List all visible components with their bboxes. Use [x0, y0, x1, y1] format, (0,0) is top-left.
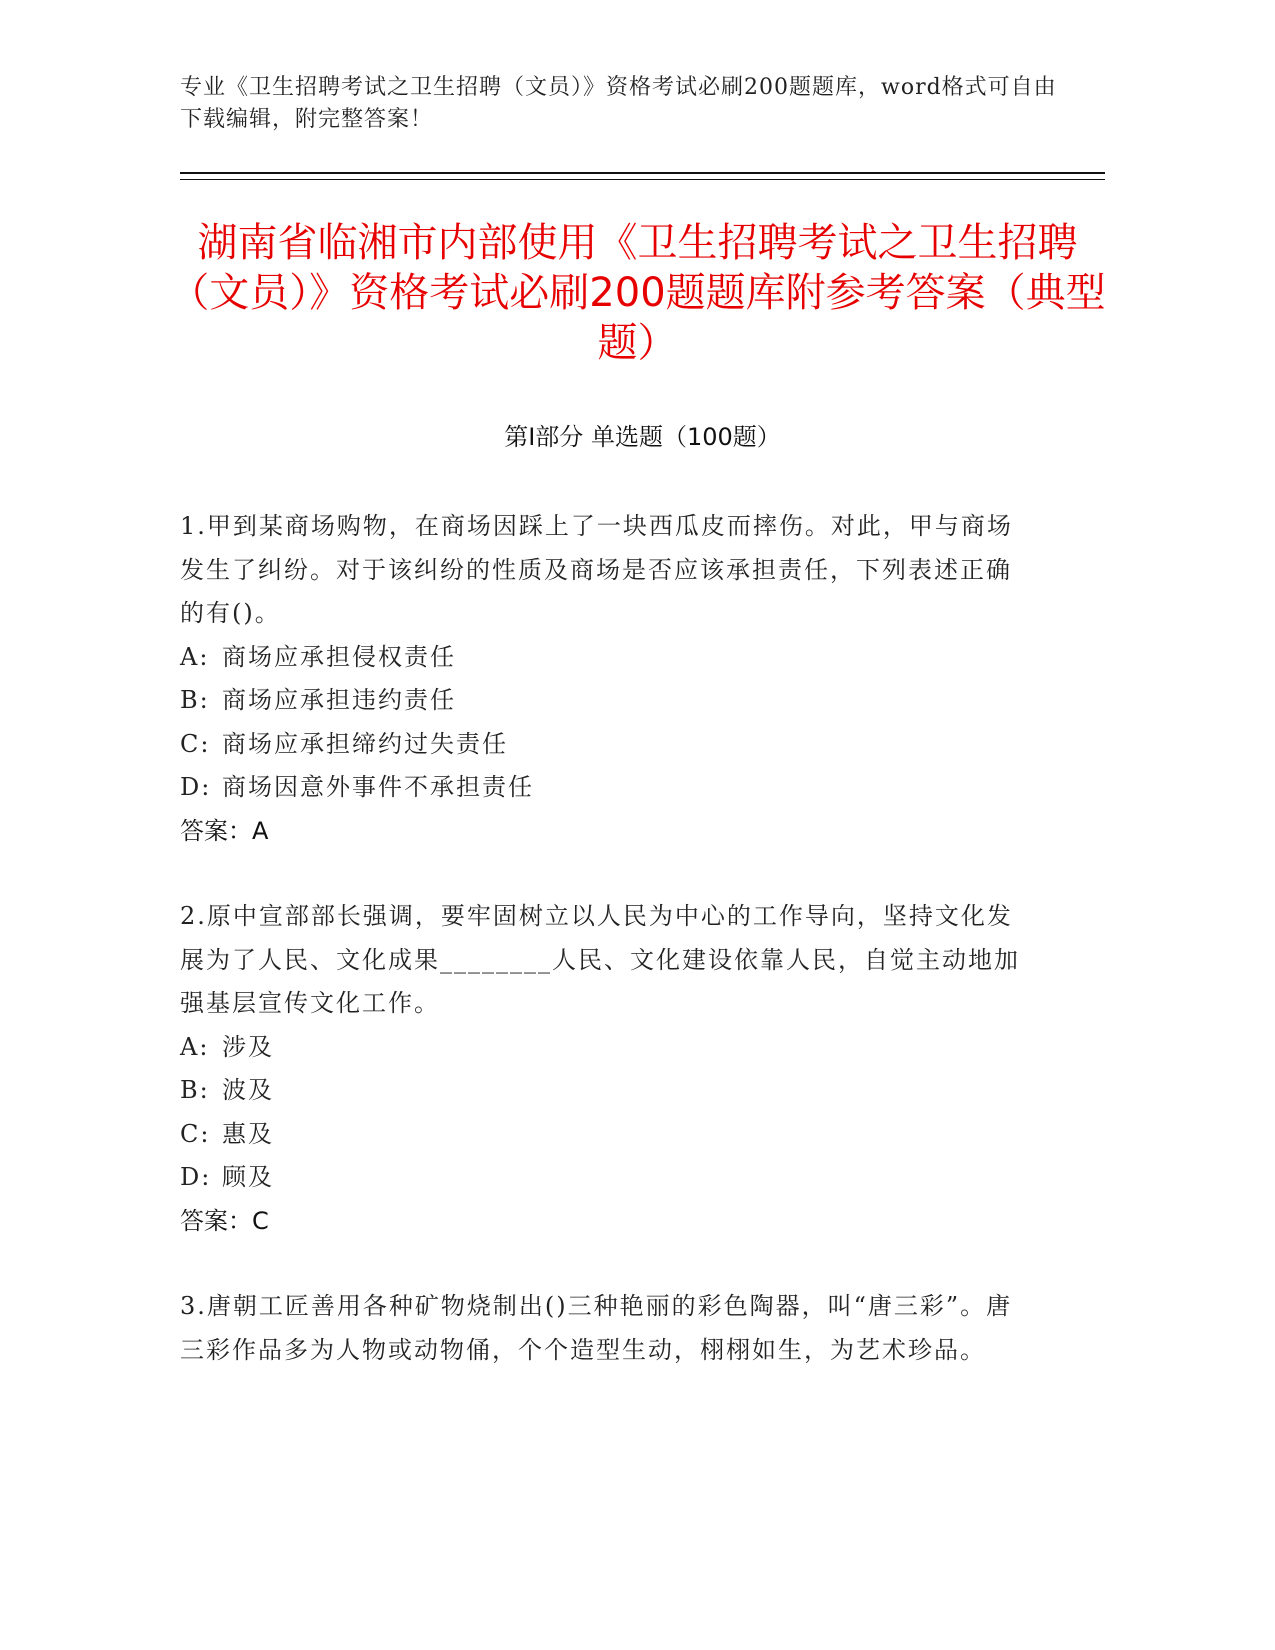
option-text: 涉及: [222, 1032, 274, 1061]
option-b: [180, 1069, 1020, 1113]
option-c: [180, 1113, 1020, 1157]
header-divider-thick: [180, 172, 1105, 174]
answer-line: 答案：A: [180, 816, 269, 845]
question-1: [180, 505, 1020, 853]
option-key: C:: [180, 1119, 211, 1148]
option-a: [180, 1026, 1020, 1070]
option-key: A:: [180, 642, 210, 671]
option-key: C:: [180, 729, 211, 758]
option-key: B:: [180, 1076, 210, 1104]
option-text: 顾及: [222, 1163, 274, 1191]
option-text: 惠及: [222, 1119, 274, 1148]
option-a: [180, 636, 1020, 680]
answer-line: 答案：C: [180, 1206, 269, 1235]
header-divider-thin: [180, 179, 1105, 180]
question-list: [180, 505, 1020, 1414]
option-text: 商场应承担侵权责任: [222, 642, 456, 671]
document-title: 湖南省临湘市内部使用《卫生招聘考试之卫生招聘（文员）》资格考试必刷200题题库附参考答案（典型题）: [169, 220, 1106, 366]
question-2: [180, 895, 1020, 1243]
option-text: 商场应承担缔约过失责任: [222, 729, 508, 758]
section-title: 第Ⅰ部分 单选题（100题）: [504, 423, 781, 451]
option-key: A:: [180, 1032, 210, 1061]
option-d: [180, 766, 1020, 810]
option-c: [180, 723, 1020, 767]
option-key: B:: [180, 686, 210, 714]
question-stem: 2.原中宣部部长强调，要牢固树立以人民为中心的工作导向，坚持文化发展为了人民、文化成果________人民、文化建设依靠人民，自觉主动地加强基层宣传文化工作。: [180, 902, 1020, 1017]
header-note: 专业《卫生招聘考试之卫生招聘（文员）》资格考试必刷200题题库，word格式可自由下载编辑，附完整答案！: [180, 75, 1057, 132]
question-stem: 3.唐朝工匠善用各种矿物烧制出()三种艳丽的彩色陶器，叫“唐三彩”。唐三彩作品多为人物或动物俑，个个造型生动，栩栩如生，为艺术珍品。: [180, 1292, 1013, 1364]
option-key: D:: [180, 1163, 212, 1191]
option-text: 商场因意外事件不承担责任: [222, 773, 534, 801]
option-key: D:: [180, 773, 212, 801]
question-stem: 1.甲到某商场购物，在商场因踩上了一块西瓜皮而摔伤。对此，甲与商场发生了纠纷。对于该纠纷的性质及商场是否应该承担责任，下列表述正确的有()。: [180, 512, 1013, 627]
option-text: 商场应承担违约责任: [222, 686, 456, 714]
option-text: 波及: [222, 1076, 274, 1104]
question-3: [180, 1285, 1020, 1372]
option-b: [180, 679, 1020, 723]
option-d: [180, 1156, 1020, 1200]
